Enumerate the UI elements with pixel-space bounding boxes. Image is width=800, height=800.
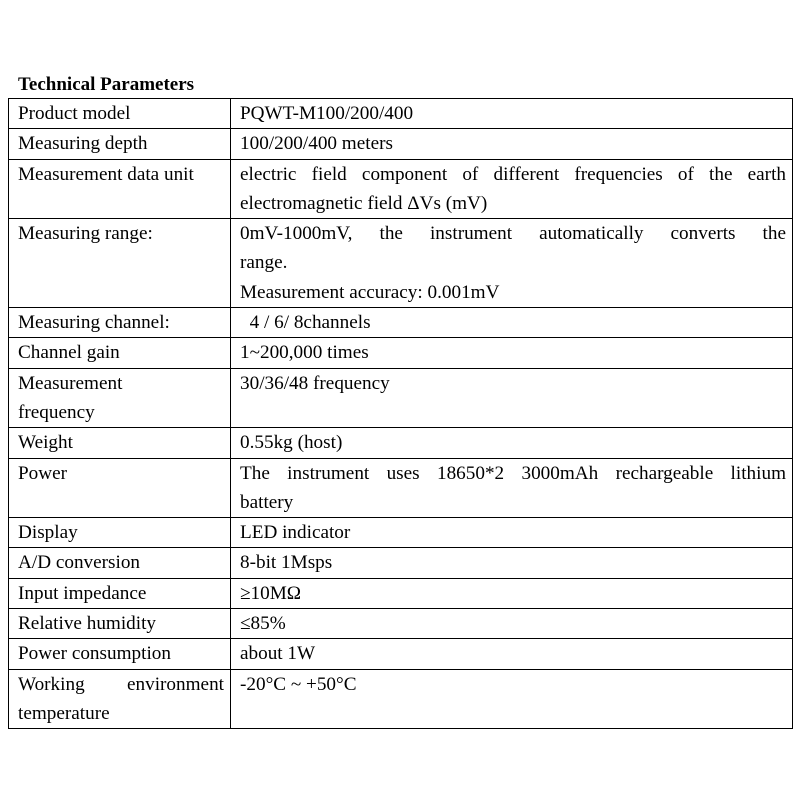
param-value-line: 8-bit 1Msps bbox=[240, 552, 333, 574]
param-label: Measurement data unit bbox=[9, 159, 231, 219]
param-value bbox=[231, 578, 793, 608]
table-row bbox=[9, 669, 793, 729]
param-value bbox=[231, 669, 793, 729]
param-label: Product model bbox=[9, 99, 231, 129]
table-row bbox=[9, 129, 793, 159]
table-row bbox=[9, 99, 793, 129]
param-value-line: The instrument uses 18650*2 3000mAh rechargeable lithium bbox=[240, 462, 786, 484]
param-value-line: PQWT-M100/200/400 bbox=[240, 103, 414, 124]
param-value bbox=[231, 368, 793, 428]
param-value bbox=[231, 639, 793, 669]
param-value-line: electric field component of different frequencies of the earth bbox=[240, 163, 786, 185]
table-row bbox=[9, 368, 793, 428]
table-row bbox=[9, 639, 793, 669]
param-label: Input impedance bbox=[9, 578, 231, 608]
param-value-line: 1~200,000 times bbox=[240, 342, 369, 364]
table-row bbox=[9, 578, 793, 608]
param-value bbox=[231, 308, 793, 338]
param-value bbox=[231, 428, 793, 458]
param-value-line: range. bbox=[240, 252, 288, 274]
param-value bbox=[231, 609, 793, 639]
param-value-line: 30/36/48 frequency bbox=[240, 372, 390, 394]
table-row bbox=[9, 609, 793, 639]
param-value-line: 100/200/400 meters bbox=[240, 133, 393, 155]
param-label: A/D conversion bbox=[9, 548, 231, 578]
param-value-line: battery bbox=[240, 491, 294, 513]
param-value bbox=[231, 518, 793, 548]
table-row bbox=[9, 548, 793, 578]
param-label: Channel gain bbox=[9, 338, 231, 368]
param-label: Measuring range: bbox=[9, 219, 231, 308]
param-label: Measurement frequency bbox=[9, 368, 231, 428]
param-value-line: about 1W bbox=[240, 643, 316, 665]
param-label: Power consumption bbox=[9, 639, 231, 669]
param-label: Measuring channel: bbox=[9, 308, 231, 338]
param-label: Measuring depth bbox=[9, 129, 231, 159]
param-label: Display bbox=[9, 518, 231, 548]
page-title: Technical Parameters bbox=[18, 74, 195, 95]
param-label: Working environment temperature bbox=[9, 669, 231, 729]
param-value bbox=[231, 129, 793, 159]
param-value-line: 0mV-1000mV, the instrument automatically converts the bbox=[240, 223, 786, 245]
table-row bbox=[9, 159, 793, 219]
param-value-line: electromagnetic field ΔVs (mV) bbox=[240, 192, 488, 214]
param-label: Relative humidity bbox=[9, 609, 231, 639]
param-value bbox=[231, 548, 793, 578]
param-value bbox=[231, 458, 793, 518]
param-value-line: 0.55kg (host) bbox=[240, 432, 343, 454]
table-row bbox=[9, 428, 793, 458]
technical-parameters-table bbox=[8, 98, 793, 729]
param-label: Weight bbox=[9, 428, 231, 458]
table-row bbox=[9, 518, 793, 548]
table-row bbox=[9, 458, 793, 518]
param-value-line: Measurement accuracy: 0.001mV bbox=[240, 281, 500, 303]
table-row bbox=[9, 308, 793, 338]
param-label: Power bbox=[9, 458, 231, 518]
param-value bbox=[231, 99, 793, 129]
param-value-line: ≥10MΩ bbox=[240, 582, 302, 604]
param-value-line: LED indicator bbox=[240, 522, 351, 544]
param-value-line: -20°C ~ +50°C bbox=[240, 673, 357, 695]
param-value bbox=[231, 219, 793, 308]
param-value-line: 4 / 6/ 8channels bbox=[240, 312, 371, 334]
param-value bbox=[231, 159, 793, 219]
param-value bbox=[231, 338, 793, 368]
table-row bbox=[9, 338, 793, 368]
param-value-line: ≤85% bbox=[240, 613, 286, 635]
table-row bbox=[9, 219, 793, 308]
